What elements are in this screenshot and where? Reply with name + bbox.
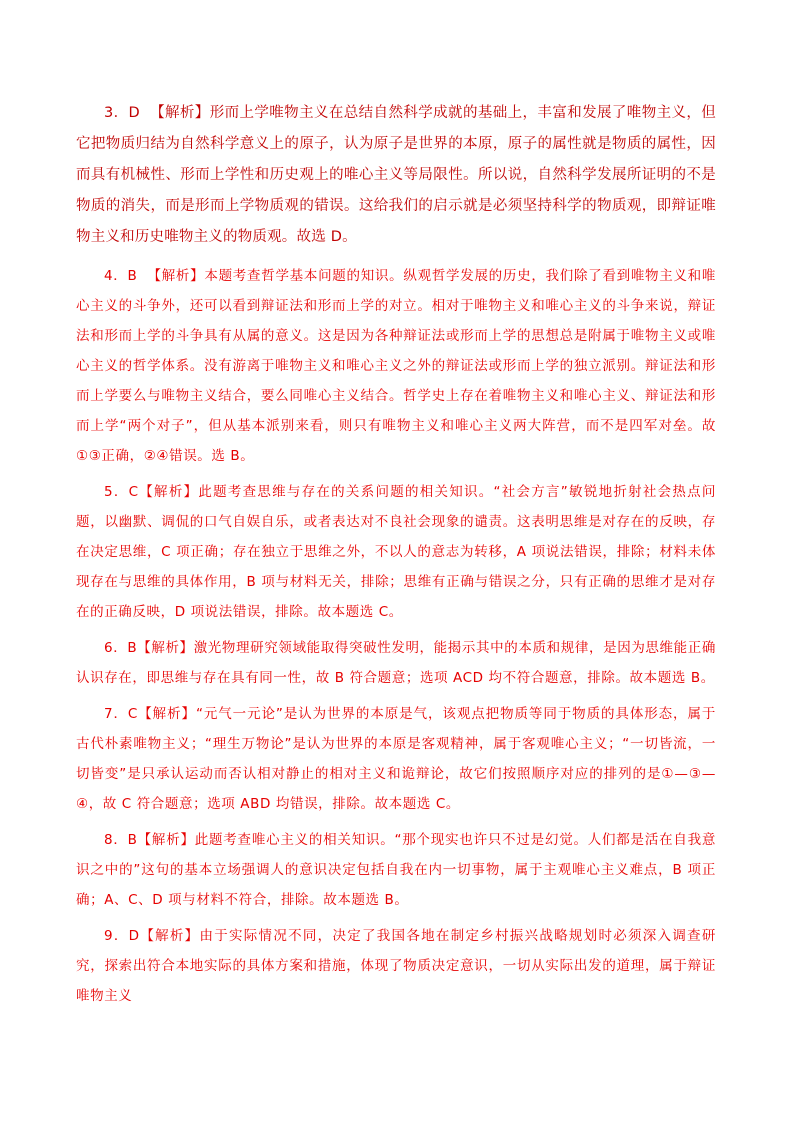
explanation-text: 形而上学唯物主义在总结自然科学成就的基础上，丰富和发展了唯物主义，但它把物质归结为自然科学意义上的原子，认为原子是世界的本原，原子的属性就是物质的属性，因而具有机械性、形而上学性和历史观上的唯心主义等局限性。所以说，自然科学发展所证明的不是物质的消失，而是形而上学物质观的错误。这给我们的启示就是必须坚持科学的物质观，即辩证唯物主义和历史唯物主义的物质观。故选 D。 [76,105,716,245]
answer-number: 6．B [104,640,138,656]
answer-explanations [76,98,716,1017]
answer-number: 9．D [104,928,140,944]
explanation-item-7 [76,699,716,819]
explanation-text: 本题考查哲学基本问题的知识。纵观哲学发展的历史，我们除了看到唯物主义和唯心主义的斗争外，还可以看到辩证法和形而上学的对立。相对于唯物主义和唯心主义的斗争来说，辩证法和形而上学的斗争具有从属的意义。这是因为各种辩证法或形而上学的思想总是附属于唯物主义或唯心主义的哲学体系。没有游离于唯物主义和唯心主义之外的辩证法或形而上学的独立派别。辩证法和形而上学要么与唯物主义结合，要么同唯心主义结合。哲学史上存在着唯物主义和唯心主义、辩证法和形而上学“两个对子”，但从基本派别来看，则只有唯物主义和唯心主义两大阵营，而不是四军对垒。故①③正确，②④错误。选 B。 [76,268,716,464]
answer-number: 7．C [104,706,138,722]
analysis-tag: 【解析】 [137,832,195,848]
explanation-text: 激光物理研究领域能取得突破性发明，能揭示其中的本质和规律，是因为思维能正确认识存在，即思维与存在具有同一性，故 B 符合题意；选项 ACD 均不符合题意，排除。故本题选 B。 [76,640,717,686]
analysis-tag: 【解析】 [137,640,194,656]
answer-number: 4．B [104,268,138,284]
explanation-item-5 [76,477,716,627]
analysis-tag: 【解析】 [149,105,210,121]
explanation-item-6 [76,633,716,693]
explanation-item-3 [76,98,716,253]
explanation-text: “元气一元论”是认为世界的本原是气，该观点把物质等同于物质的具体形态，属于古代朴素唯物主义；“理生万物论”是认为世界的本原是客观精神，属于客观唯心主义；“一切皆流，一切皆变”是只承认运动而否认相对静止的相对主义和诡辩论，故它们按照顺序对应的排列的是①—③—④，故 C 符合题意；选项 ABD 均错误，排除。故本题选 C。 [76,706,716,812]
analysis-tag: 【解析】 [138,484,199,500]
analysis-tag: 【解析】 [139,928,200,944]
explanation-text: 此题考查唯心主义的相关知识。“那个现实也许只不过是幻觉。人们都是活在自我意识之中的”这句的基本立场强调人的意识决定包括自我在内一切事物，属于主观唯心主义难点，B 项正确；A、C、D 项与材料不符合，排除。故本题选 B。 [76,832,716,908]
analysis-tag: 【解析】 [137,706,196,722]
explanation-text: 此题考查思维与存在的关系问题的相关知识。“社会方言”敏锐地折射社会热点问题，以幽默、调侃的口气自娱自乐，或者表达对不良社会现象的谴责。这表明思维是对存在的反映，存在决定思维，C 项正确；存在独立于思维之外，不以人的意志为转移，A 项说法错误，排除；材料未体现存在与思维的具体作用，B 项与材料无关，排除；思维有正确与错误之分，只有正确的思维才是对存在的正确反映，D 项说法错误，排除。故本题选 C。 [76,484,716,620]
explanation-item-9 [76,921,716,1011]
analysis-tag: 【解析】 [147,268,205,284]
explanation-text: 由于实际情况不同，决定了我国各地在制定乡村振兴战略规划时必须深入调查研究，探索出符合本地实际的具体方案和措施，体现了物质决定意识，一切从实际出发的道理，属于辩证唯物主义 [76,928,716,1004]
explanation-item-4 [76,261,716,471]
answer-number: 8．B [104,832,138,848]
answer-number: 3．D [104,105,140,121]
answer-number: 5．C [104,484,139,500]
explanation-item-8 [76,825,716,915]
